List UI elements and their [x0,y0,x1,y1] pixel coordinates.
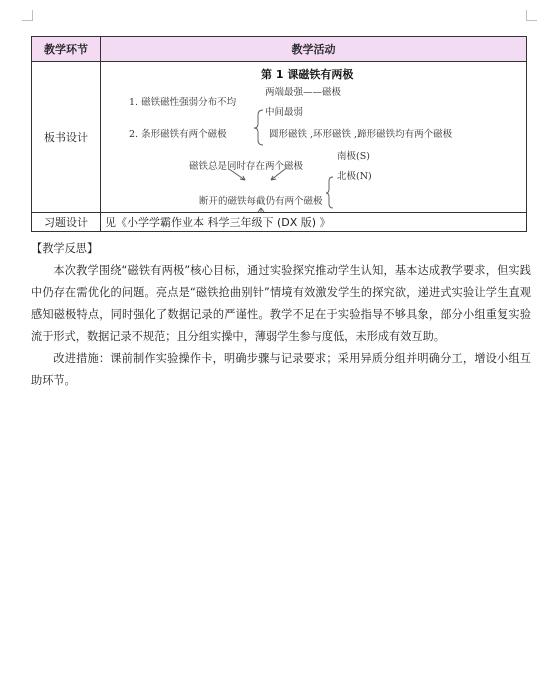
board-pole-s: 南极(S) [337,151,370,162]
reflection-section [31,238,531,392]
header-cell-activity: 教学活动 [101,37,527,62]
exercise-label: 习题设计 [32,213,101,232]
header-cell-stage: 教学环节 [32,37,101,62]
board-title: 第 1 课磁铁有两极 [261,68,354,81]
lesson-plan-table [31,36,527,232]
page-corner-mark [526,10,537,21]
page-corner-mark [22,10,33,21]
brace-poles [326,177,333,208]
reflection-paragraph-2: 改进措施：课前制作实验操作卡，明确步骤与记录要求；采用异质分组并明确分工，增设小组互助环节。 [31,352,531,387]
board-item2: 2. 条形磁铁有两个磁极 [129,129,227,140]
reflection-paragraph-1: 本次教学围绕“磁铁有两极”核心目标，通过实验探究推动学生认知，基本达成教学要求，但实践中仍存在需优化的问题。亮点是“磁铁抢曲别针”情境有效激发学生的探究欲，递进式实验让学生直观感知磁极特点，同时强化了数据记录的严谨性。教学不足在于实验指导不够具象，部分小组重复实验流于形式，数据记录不规范；且分组实操中，薄弱学生参与度低，未形成有效互助。 [31,264,531,343]
board-design-label: 板书设计 [32,62,101,213]
reflection-heading: 【教学反思】 [31,242,99,255]
board-design-row [32,62,527,213]
exercise-text: 见《小学学霸作业本 科学三年级下 (DX 版) 》 [101,213,527,232]
board-diagram [101,62,529,212]
board-design-cell [101,62,527,213]
board-item1-weak: 中间最弱 [265,107,304,118]
table-header-row [32,37,527,62]
board-bottom: 断开的磁铁每截仍有两个磁极 [199,196,323,207]
board-item1: 1. 磁铁磁性强弱分布不均 [129,97,237,108]
board-item1-strong: 两端最强——磁极 [265,87,342,98]
board-item2-right: 圆形磁铁 ,环形磁铁 ,蹄形磁铁均有两个磁极 [269,129,453,140]
board-pole-n: 北极(N) [337,171,372,182]
board-center: 磁铁总是同时存在两个磁极 [189,161,304,172]
brace-item1 [254,110,263,145]
exercise-row [32,213,527,232]
